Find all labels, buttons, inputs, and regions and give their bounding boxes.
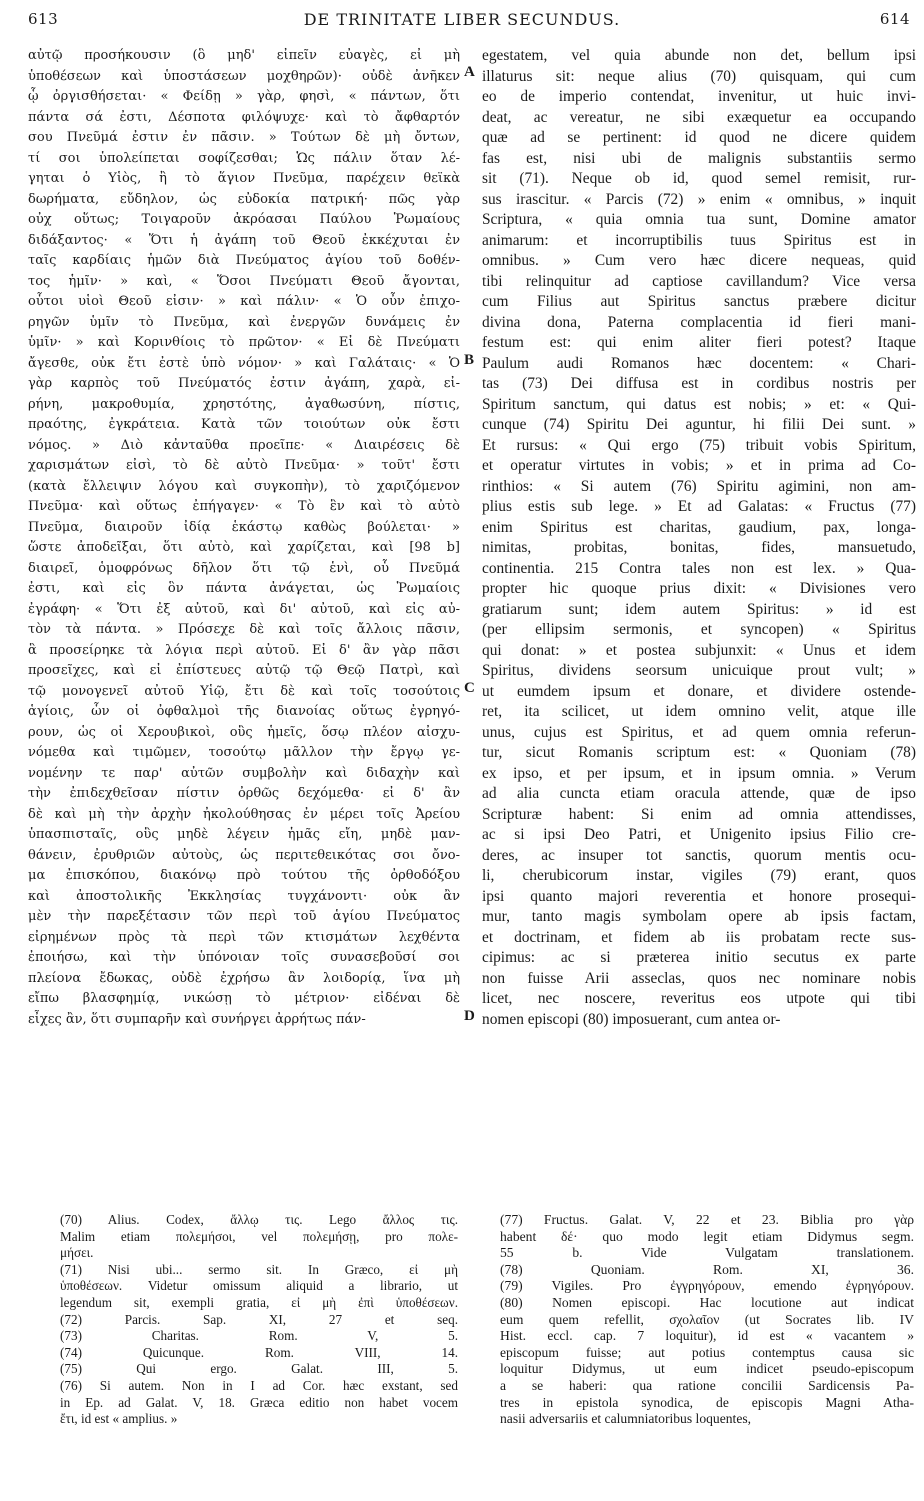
latin-text-line: eo de imperio contendat, invenitur, ut huic invi- (482, 88, 916, 105)
footnotes-right (500, 1212, 914, 1428)
footnote-line: loquitur Didymus, ut eum indicet pseudo-episcopum (500, 1361, 914, 1377)
greek-text-line: αὐτῷ προσήκουσιν (ὃ μηδ' εἰπεῖν εὐαγὲς, εἰ μὴ (28, 48, 460, 63)
latin-text-line: animarum: et incorruptibilis tuus Spiritus est in (482, 231, 916, 249)
greek-text-line: διδάξαντος· « Ὅτι ἡ ἀγάπη τοῦ Θεοῦ ἐκκέχυται ἐν (28, 232, 460, 248)
greek-text-line: νομένην τε παρ' αὐτῶν συμβολὴν καὶ διδαχὴν καὶ (28, 765, 460, 781)
footnote-line: (70) Alius. Codex, ἄλλῳ τις. Lego ἄλλος τις. (60, 1212, 458, 1227)
latin-text-line: cipimus: ac si præterea initio secutus ex parte (482, 949, 916, 966)
latin-text-line: nomen episcopi (80) imposuerant, cum antea or- (482, 1010, 781, 1028)
greek-text-line: Πνεῦμα, διαιροῦν ἰδίᾳ ἑκάστῳ καθὼς βούλεται· » (28, 519, 460, 535)
footnote-line: (79) Vigiles. Pro ἐγγρηγόρουν, emendo ἐγρηγόρουν. (500, 1278, 914, 1294)
greek-text-column (28, 46, 460, 1202)
margin-marker-d: D (464, 1008, 475, 1024)
greek-text-line: τῷ μονογενεῖ αὐτοῦ Υἱῷ, ἔτι δὲ καὶ τοῖς τοσούτοις (28, 683, 460, 699)
greek-text-line: ἐποιήσω, καὶ τὴν ὑπόνοιαν τοῖς συνασεβοῦσί σοι (28, 950, 460, 965)
greek-text-line: ὑμῖν· » καὶ Κορινθίοις τὸ πρῶτον· « Εἰ δὲ Πνεύματι (28, 335, 460, 350)
footnote-line: tres in epistola synodica, de episcopis Magni Atha- (500, 1394, 914, 1410)
latin-text-line: deres, ac insuper tot sanctis, quorum mentis ocu- (482, 846, 916, 864)
greek-text-line: οὗτοι υἱοὶ Θεοῦ εἰσιν· » καὶ πάλιν· « Ὁ οὖν ἐπιχο- (28, 294, 460, 309)
greek-text-line: τὴν ἐπιδεχθεῖσαν πίστιν ὀρθῶς δεχόμεθα· εἰ δ' ἂν (28, 786, 460, 801)
latin-text-line: quæ ad se pertinent: id quod ne dicere quidem (482, 129, 916, 146)
latin-text-line: Et rursus: « Qui ergo (75) tribuit vobis Spiritum, (482, 436, 916, 454)
latin-text-line: ex ipso, et per ipsum, et in ipsum omnia. » Verum (482, 764, 916, 782)
latin-text-line: mur, tanto magis symbolam opere ab ipsis factam, (482, 908, 916, 925)
greek-text-line: ρηγῶν ὑμῖν τὸ Πνεῦμα, καὶ ἐνεργῶν δυνάμεις ἐν (28, 314, 460, 330)
margin-marker-c: C (464, 680, 475, 696)
latin-text-line: Spiritus, dividens seorsum unicuique prout vult; » (482, 662, 916, 679)
greek-text-line: ὥστε ἀποδεῖξαι, ὅτι αὐτὸ, καὶ χαρίζεται, καὶ [98 b] (28, 540, 460, 555)
greek-text-line: δὲ καὶ μὴ τὴν ἀρχὴν ἠκολούθησας ἐν μέρει τοῖς Ἀρείου (28, 806, 460, 822)
latin-text-line: non fuisse Arii asseclas, quos nec nominare nobis (482, 969, 916, 987)
greek-text-line: ρουν, ὡς οἱ Χερουβικοὶ, οὓς ἡμεῖς, ὅσῳ πλέον αἰσχυ- (28, 724, 460, 740)
greek-text-line: (κατὰ ἔλλειψιν λόγου καὶ συγκοπὴν), τὸ χαριζόμενον (28, 478, 460, 494)
latin-text-line: gratiarum sunt; idem autem Spiritus: » id est (482, 600, 916, 618)
footnote-line: in Ep. ad Galat. V, 18. Græca editio non habet vocem (60, 1394, 458, 1410)
latin-text-line: et operatur virtutes in vobis; » et in prima ad Co- (482, 457, 916, 474)
greek-text-line: ὑπασπισταῖς, οὓς μηδὲ λέγειν ἡμᾶς εἴη, μηδὲ μαν- (28, 827, 460, 842)
footnote-line: (78) Quoniam. Rom. XI, 36. (500, 1261, 914, 1277)
greek-text-line: ἐστι, καὶ εἰς ὃν πάντα ἀνάγεται, ὡς Ῥωμαίοις (28, 581, 460, 596)
footnote-line: ἔτι, id est « amplius. » (60, 1411, 178, 1427)
latin-text-line: ipsi quanto majori reverentia et honore prosequi- (482, 887, 916, 905)
latin-text-line: nimitas, probitas, bonitas, fides, mansuetudo, (482, 539, 916, 556)
greek-text-line: ἄγεσθε, οὐκ ἔτι ἐστὲ ὑπὸ νόμον· » καὶ Γαλάταις· « Ὁ (28, 355, 460, 371)
latin-text-line: sus irascitur. « Parcis (72) » enim « omnibus, » inquit (482, 190, 916, 208)
greek-text-line: δωρήματα, εὔδηλον, ὡς εὐδοκία πατρική· πῶς γὰρ (28, 191, 460, 207)
latin-text-line: egestatem, vel quia abunde non det, bellum ipsi (482, 47, 916, 64)
greek-text-line: εἶχες ἂν, ὅτι συμπαρῆν καὶ συνήργει ἀρρήτως πάν- (28, 1011, 366, 1027)
latin-text-line: ac si ipsi Deo Patri, et Unigenito ipsius Filio cre- (482, 826, 916, 843)
latin-text-line: qui donat: » et postea subjunxit: « Unus et idem (482, 641, 916, 659)
greek-text-line: νόμος. » Διὸ κἀνταῦθα προεῖπε· « Διαιρέσεις δὲ (28, 437, 460, 453)
footnote-line: 55 b. Vide Vulgatam translationem. (500, 1245, 914, 1261)
footnote-line: (71) Nisi ubi... sermo sit. In Græco, εἰ μὴ (60, 1261, 458, 1277)
greek-text-line: ἁγίοις, ὧν οἱ ὀφθαλμοὶ τῆς διανοίας οὕτως ἐγρηγό- (28, 704, 460, 719)
greek-text-line: προσεῖχες, καὶ εἰ ἐπίστευες αὐτῷ τῷ Θεῷ Πατρὶ, καὶ (28, 663, 460, 678)
greek-text-line: ρήνη, μακροθυμία, χρηστότης, ἀγαθωσύνη, πίστις, (28, 396, 460, 412)
footnote-line: habent δέ· quo modo legit etiam Didymus segm. (500, 1228, 914, 1244)
latin-text-line: (per ellipsim sermonis, et syncopen) « Spiritus (482, 621, 916, 638)
greek-text-line: τος ἡμῖν· » καὶ, « Ὅσοι Πνεύματι Θεοῦ ἄγονται, (28, 273, 460, 289)
latin-text-line: plius estis sub lege. » Et ad Galatas: « Fructus (77) (482, 498, 916, 515)
greek-text-line: τί σοι ὑπολείπεται σοφίζεσθαι; Ὡς πάλιν ὅταν λέ- (28, 150, 460, 166)
footnote-line: a se haberi: qua ratione concilii Sardicensis Pa- (500, 1377, 914, 1393)
running-title: DE TRINITATE LIBER SECUNDUS. (303, 10, 621, 29)
footnote-line: (74) Quicunque. Rom. VIII, 14. (60, 1344, 458, 1360)
greek-text-line: θάνειν, ἐρυθριῶν αὐτοὺς, ὡς περιτεθεικότας σοι ὄνο- (28, 847, 460, 863)
latin-text-line: continentia. 215 Contra tales non est lex. » Qua- (482, 559, 916, 577)
page-number-left: 613 (28, 10, 59, 28)
latin-text-line: et doctrinam, et fidem ab iis probatam recte sus- (482, 928, 916, 946)
latin-text-line: rinthios: « Si autem (76) Spiritu agimini, non am- (482, 477, 916, 495)
greek-text-line: τὸν τὰ πάντα. » Πρόσεχε δὲ καὶ τοῖς ἄλλοις πᾶσιν, (28, 622, 460, 637)
footnote-line: legendum sit, exempli gratia, εἰ μὴ ἐπὶ ὑποθέσεων. (60, 1294, 458, 1310)
greek-text-line: οὐχ οὕτως; Τοιγαροῦν ἀκρόασαι Παύλου Ῥωμαίους (28, 212, 460, 227)
latin-text-line: cunque (74) Spiritu Dei aguntur, hi filii Dei sunt. » (482, 416, 916, 433)
latin-text-line: licet, nec noscere, reveritus eos utpote qui tibi (482, 990, 916, 1007)
latin-text-line: illaturus sit: neque alius (70) quisquam, qui cum (482, 67, 916, 85)
latin-text-line: Scripturæ habent: Si enim ad omnia attendisses, (482, 805, 916, 823)
footnote-line: μήσει. (60, 1245, 94, 1261)
page-number-right: 614 (879, 10, 910, 28)
margin-marker-a: A (464, 64, 475, 80)
latin-text-line: fas est, nisi ubi de malignis substantiis sermo (482, 149, 916, 167)
latin-text-line: li, cherubicorum instar, vigiles (79) erant, quos (482, 867, 916, 884)
greek-text-line: εἰρημένων πρὸς τὰ περὶ τῶν κτισμάτων λεχθέντα (28, 929, 460, 945)
greek-text-line: ᾧ ὀργισθήσεται· « Φείδῃ » γὰρ, φησὶ, « πάντων, ὅτι (28, 89, 460, 104)
footnote-line: (77) Fructus. Galat. V, 22 et 23. Biblia pro γὰρ (500, 1212, 914, 1227)
latin-text-line: sit (71). Neque ob id, quod semel remisit, rur- (482, 170, 916, 187)
greek-text-line: ἃ προσείρηκε τὰ λόγια περὶ αὐτοῦ. Εἰ δ' ἂν γὰρ πᾶσι (28, 642, 460, 658)
greek-text-line: μὲν τὴν παρεξέτασιν τῶν περὶ τοῦ ἁγίου Πνεύματος (28, 909, 460, 924)
greek-text-line: γηται ὁ Υἱὸς, ἢ τὸ ἅγιον Πνεῦμα, παρέχειν θεϊκὰ (28, 171, 460, 186)
greek-text-line: χαρισμάτων εἰσὶ, τὸ δὲ αὐτὸ Πνεῦμα· » τοῦτ' ἔστι (28, 458, 460, 473)
latin-text-line: tibi relinquitur ad captiose cavillandum? Vice versa (482, 272, 916, 290)
latin-text-line: unus, cujus est Spiritus, et ad quem omnia referun- (482, 723, 916, 741)
footnotes-left (60, 1212, 458, 1428)
footnote-line: (72) Parcis. Sap. XI, 27 et seq. (60, 1311, 458, 1327)
latin-text-column (482, 46, 916, 1202)
greek-text-line: νόμεθα καὶ τιμῶμεν, τοσούτῳ μᾶλλον τὴν ἔργῳ γε- (28, 745, 460, 760)
greek-text-line: μα ἐπισκόπου, διακόνῳ πρὸ τούτου τῆς ὀρθοδόξου (28, 868, 460, 883)
greek-text-line: πραότης, ἐγκράτεια. Κατὰ τῶν τοιούτων οὐκ ἔστι (28, 417, 460, 432)
footnote-line: nasii adversariis et calumniatoribus loquentes, (500, 1411, 752, 1427)
footnote-line: Malim etiam πολεμήσοι, vel πολεμήσῃ, pro πολε- (60, 1228, 458, 1244)
latin-text-line: Paulum audi Romanos hæc docentem: « Chari- (482, 354, 916, 372)
footnote-line: (76) Si autem. Non in I ad Cor. hæc exstant, sed (60, 1377, 458, 1393)
footnote-line: episcopum fuisse; aut potius contemptus causa sic (500, 1344, 914, 1360)
greek-text-line: σου Πνεῦμά ἐστιν ἐν πᾶσιν. » Τούτων δὲ μὴ ὄντων, (28, 130, 460, 145)
latin-text-line: deat, ac vereatur, ne sibi exæquetur ea occupando (482, 108, 916, 126)
greek-text-line: πάντα σά ἐστι, Δέσποτα φιλόψυχε· καὶ τὸ ἄφθαρτόν (28, 109, 460, 125)
footnote-line: eum quem refellit, σχολαῖον (ut Socrates lib. IV (500, 1311, 914, 1327)
footnote-line: (75) Qui ergo. Galat. III, 5. (60, 1361, 458, 1377)
latin-text-line: ad alia cuncta etiam oracula attende, quæ de ipso (482, 785, 916, 802)
latin-text-line: ret, ita scilicet, ut idem omnino velit, atque ille (482, 703, 916, 720)
latin-text-line: cum Filius aut Spiritus sanctus præbere dicitur (482, 293, 916, 310)
latin-text-line: ut eumdem ipsum et donare, et dividere ostende- (482, 682, 916, 700)
latin-text-line: propter hic quoque prius dixit: « Divisiones vero (482, 580, 916, 597)
greek-text-line: εἴπω βλασφημίᾳ, νικώσῃ τὸ μέτριον· εἰδέναι δὲ (28, 991, 460, 1006)
footnote-line: ὑποθέσεων. Videtur omissum aliquid a librario, ut (60, 1278, 458, 1294)
margin-marker-b: B (464, 352, 475, 368)
greek-text-line: καὶ ἀποστολικῆς Ἐκκλησίας τυγχάνοντι· οὐκ ἂν (28, 888, 460, 904)
latin-text-line: omnibus. » Cum vero hæc dicere nequeas, quid (482, 252, 916, 269)
footnote-line: (80) Nomen episcopi. Hac locutione aut indicat (500, 1294, 914, 1310)
latin-text-line: tas (73) Dei diffusa est in cordibus nostris per (482, 375, 916, 392)
latin-text-line: festum est: qui enim aliter fieri potest? Itaque (482, 334, 916, 351)
greek-text-line: Πνεῦμα· καὶ οὕτως ἐπήγαγεν· « Τὸ ἓν καὶ τὸ αὐτὸ (28, 499, 460, 514)
greek-text-line: ἐγράφη· « Ὅτι ἐξ αὐτοῦ, καὶ δι' αὐτοῦ, καὶ εἰς αὐ- (28, 601, 460, 617)
latin-text-line: divina dona, Paterna complacentia id fieri mani- (482, 313, 916, 331)
footnote-line: Hist. eccl. cap. 7 loquitur), id est « vacantem » (500, 1328, 914, 1344)
latin-text-line: enim Spiritus est charitas, gaudium, pax, longa- (482, 518, 916, 536)
latin-text-line: Spiritum sanctum, qui datus est nobis; » et: « Qui- (482, 395, 916, 413)
greek-text-line: ταῖς καρδίαις ἡμῶν διὰ Πνεύματος ἁγίου τοῦ δοθέν- (28, 253, 460, 268)
greek-text-line: πλείονα ἔδωκας, οὐδὲ ἐχρήσω ἂν λοιδορίᾳ, ἵνα μὴ (28, 970, 460, 986)
latin-text-line: Scriptura, « quia omnia tua sunt, Domine amator (482, 211, 916, 228)
greek-text-line: διαιρεῖ, ὁμοφρόνως δῆλον ὅτι τῷ ἑνὶ, οὗ Πνεῦμά (28, 560, 460, 576)
greek-text-line: γὰρ καρπὸς τοῦ Πνεύματός ἐστιν ἀγάπη, χαρὰ, εἰ- (28, 376, 460, 391)
greek-text-line: ὑποθέσεων καὶ ὑποστάσεων μοχθηρῶν)· οὐδὲ ἀνῆκεν (28, 68, 460, 84)
footnote-line: (73) Charitas. Rom. V, 5. (60, 1328, 458, 1344)
latin-text-line: tur, sicut Romanis scriptum est: « Quoniam (78) (482, 744, 916, 761)
